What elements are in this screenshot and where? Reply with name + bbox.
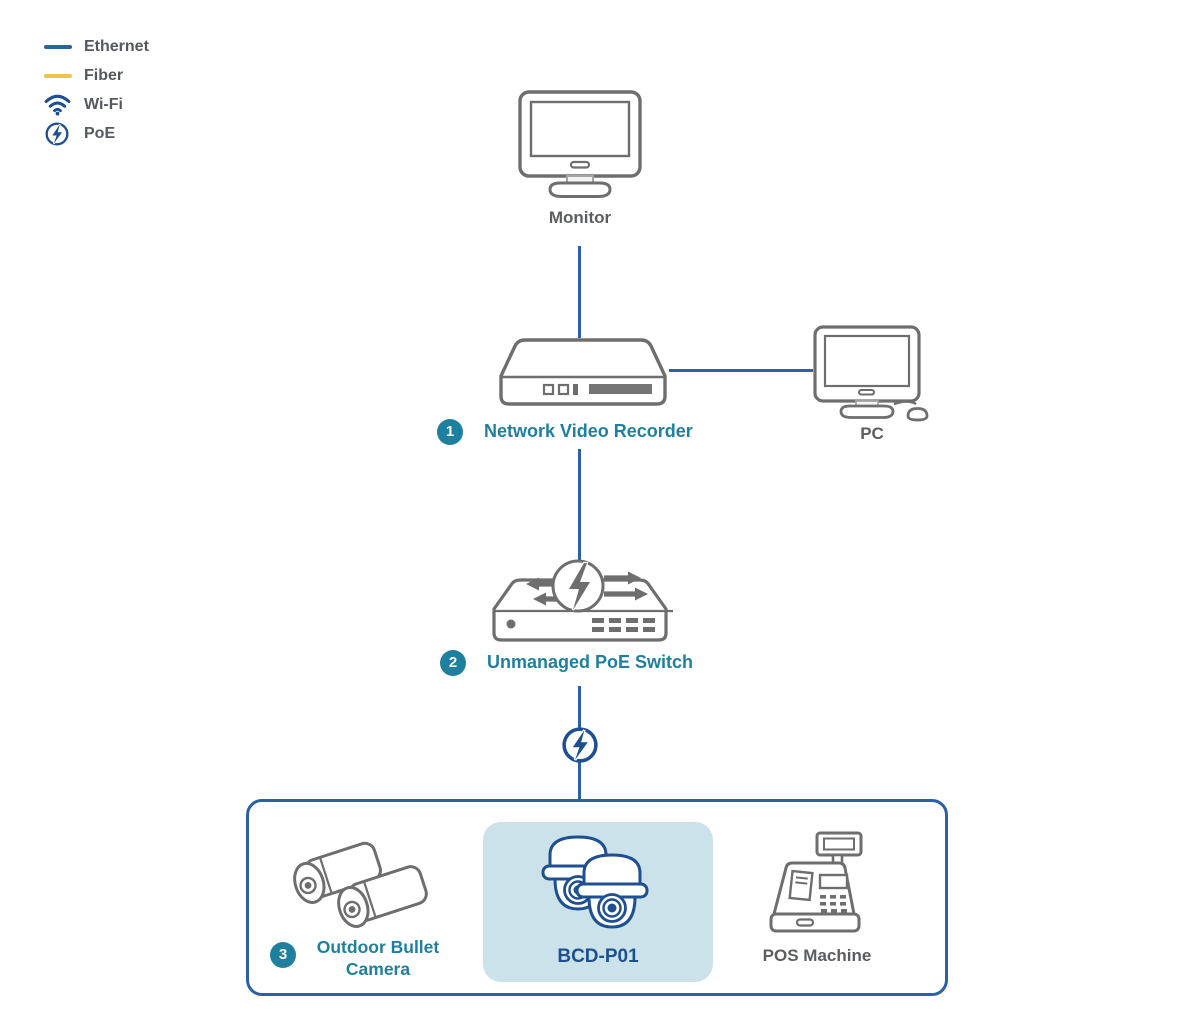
wire-monitor-nvr <box>578 246 581 338</box>
wifi-icon <box>44 93 71 116</box>
pc-icon <box>812 324 934 422</box>
pc-label: PC <box>860 424 884 443</box>
poe-switch-icon <box>488 556 680 648</box>
dome-camera-label: BCD-P01 <box>557 946 639 967</box>
legend-label-poe: PoE <box>84 124 116 142</box>
bullet-camera-label: Outdoor Bullet Camera <box>316 937 440 979</box>
monitor-label: Monitor <box>548 208 612 227</box>
poe-switch-label: Unmanaged PoE Switch <box>487 652 694 672</box>
legend-item-poe <box>44 119 149 148</box>
poe-switch-number-badge: 2 <box>440 650 466 676</box>
legend-item-wifi <box>44 90 149 119</box>
bullet-camera-number-badge: 3 <box>270 942 296 968</box>
legend-label-wifi: Wi-Fi <box>84 95 123 113</box>
legend-label-fiber: Fiber <box>84 66 124 84</box>
poe-icon <box>44 121 70 147</box>
nvr-icon <box>497 336 669 408</box>
legend-label-ethernet: Ethernet <box>84 37 149 55</box>
pos-keypad-dots <box>820 895 847 913</box>
nvr-label: Network Video Recorder <box>484 421 693 441</box>
legend-item-fiber <box>44 61 149 90</box>
fiber-line-swatch <box>44 74 72 78</box>
pos-machine-label: POS Machine <box>762 946 872 965</box>
pos-machine-icon <box>765 830 865 934</box>
nvr-number-badge: 1 <box>437 419 463 445</box>
wire-nvr-pc <box>669 369 813 372</box>
dome-camera-icon <box>536 830 660 930</box>
monitor-icon <box>516 88 644 202</box>
bullet-camera-icon <box>283 838 451 940</box>
legend <box>44 32 149 148</box>
wire-nvr-switch <box>578 449 581 564</box>
legend-item-ethernet <box>44 32 149 61</box>
ethernet-line-swatch <box>44 45 72 49</box>
poe-inline-icon <box>560 725 600 765</box>
